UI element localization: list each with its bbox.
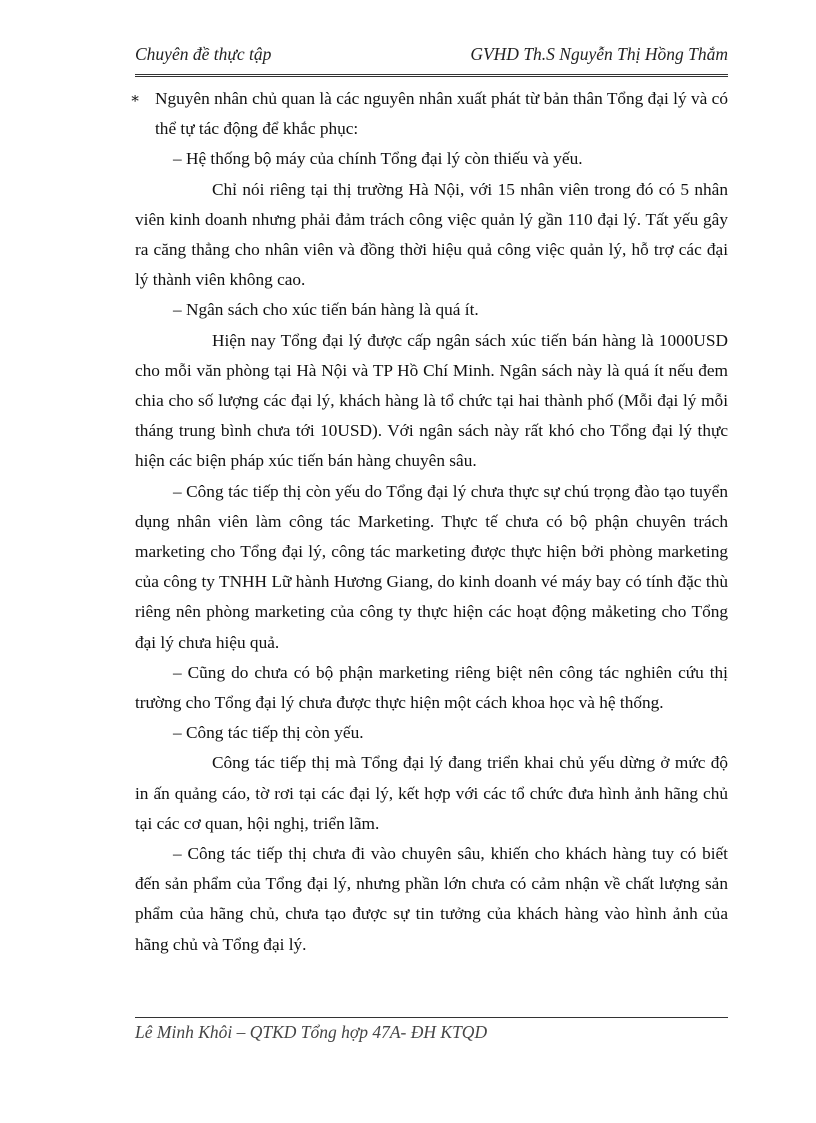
body-paragraph: Chỉ nói riêng tại thị trường Hà Nội, với 15 nhân viên trong đó có 5 nhân viên kinh doanh nhưng phải đảm trách công việc quản lý gần 110 đại lý. Tất yếu gây ra căng thẳng cho nhân viên và đồng thời hiệu quả công việc quản lý, hỗ trợ các đại lý thành viên không cao. bbox=[135, 179, 728, 290]
document-body bbox=[130, 84, 728, 960]
list-item: – Hệ thống bộ máy của chính Tổng đại lý còn thiếu và yếu. bbox=[173, 149, 583, 169]
list-item: – Ngân sách cho xúc tiến bán hàng là quá ít. bbox=[173, 300, 479, 320]
list-item: – Công tác tiếp thị còn yếu do Tổng đại lý chưa thực sự chú trọng đào tạo tuyển dụng nhân viên làm công tác Marketing. Thực tế chưa có bộ phận chuyên trách marketing cho Tổng đại lý, công tác marketing được thực hiện bởi phòng marketing của công ty TNHH Lữ hành Hương Giang, do kinh doanh vé máy bay có tính đặc thù riêng nên phòng marketing của công ty thực hiện các hoạt động mảketing cho Tổng đại lý chưa hiệu quả. bbox=[135, 481, 728, 652]
page-header bbox=[135, 44, 728, 74]
page-footer: Lê Minh Khôi – QTKD Tổng hợp 47A- ĐH KTQD bbox=[135, 1022, 488, 1042]
list-item: – Công tác tiếp thị chưa đi vào chuyên sâu, khiến cho khách hàng tuy có biết đến sản phẩm của Tổng đại lý, nhưng phần lớn chưa có cảm nhận về chất lượng sản phẩm của hãng chủ, chưa tạo được sự tin tưởng của khách hàng vào hình ảnh của hãng chủ và Tổng đại lý. bbox=[135, 844, 728, 954]
body-paragraph: Hiện nay Tổng đại lý được cấp ngân sách xúc tiến bán hàng là 1000USD cho mỗi văn phòng tại Hà Nội và TP Hồ Chí Minh. Ngân sách này là quá ít nếu đem chia cho số lượng các đại lý, khách hàng là tổ chức tại hai thành phố (Mỗi đại lý mỗi tháng trung bình chưa tới 10USD). Với ngân sách này rất khó cho Tổng đại lý thực hiện các biện pháp xúc tiến bán hàng chuyên sâu. bbox=[135, 330, 728, 471]
list-item: – Công tác tiếp thị còn yếu. bbox=[173, 723, 364, 743]
header-supervisor: GVHD Th.S Nguyễn Thị Hồng Thắm bbox=[470, 44, 728, 64]
header-course-title: Chuyên đề thực tập bbox=[135, 44, 272, 64]
header-rule bbox=[135, 74, 728, 77]
star-bullet-icon: ∗ bbox=[130, 91, 141, 107]
body-paragraph: Công tác tiếp thị mà Tổng đại lý đang triển khai chủ yếu dừng ở mức độ in ấn quảng cáo, tờ rơi tại các đại lý, kết hợp với các tổ chức đưa hình ảnh hãng chủ tại các cơ quan, hội nghị, triển lãm. bbox=[135, 753, 728, 833]
list-item: – Cũng do chưa có bộ phận marketing riêng biệt nên công tác nghiên cứu thị trường cho Tổng đại lý chưa được thực hiện một cách khoa học và hệ thống. bbox=[135, 662, 728, 713]
footer-rule bbox=[135, 1017, 728, 1018]
intro-paragraph bbox=[130, 84, 728, 144]
intro-text: Nguyên nhân chủ quan là các nguyên nhân xuất phát từ bản thân Tổng đại lý và có thể tự tác động để khắc phục: bbox=[155, 89, 728, 139]
